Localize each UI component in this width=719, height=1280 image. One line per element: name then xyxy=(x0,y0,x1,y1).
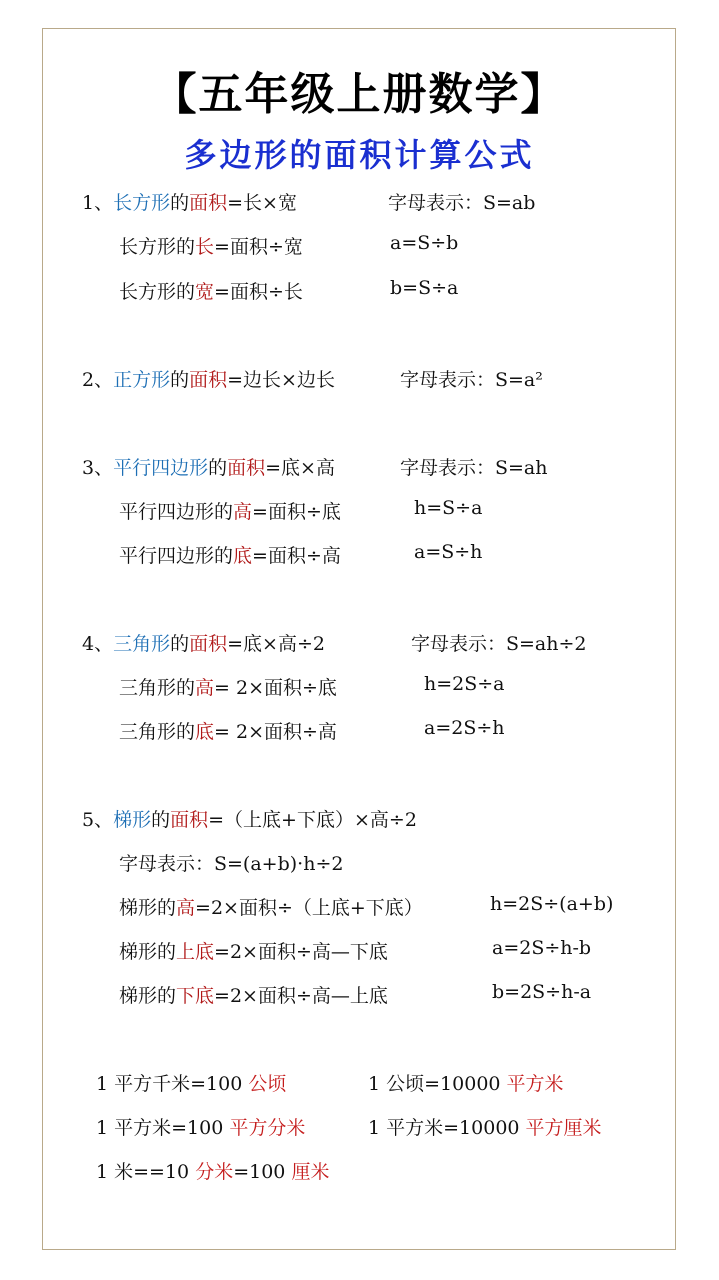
shape-name: 正方形 xyxy=(113,369,171,391)
formula-text: = 2×面积÷底 xyxy=(214,677,337,699)
rect-length-letter: a=S÷b xyxy=(390,232,459,254)
trap-upper-base-letter: a=2S÷h-b xyxy=(492,937,592,959)
unit-conversion-1 xyxy=(96,1069,286,1096)
formula-text: =面积÷高 xyxy=(252,545,341,567)
unit-conversion-2 xyxy=(368,1069,564,1096)
section-number: 4、 xyxy=(82,633,114,655)
formula-prefix: 三角形的 xyxy=(119,721,196,743)
page-title: 【五年级上册数学】 xyxy=(152,69,567,120)
formula-text: =面积÷底 xyxy=(252,501,341,523)
formula-prefix: 梯形的 xyxy=(119,985,177,1007)
keyword: 高 xyxy=(195,677,215,699)
trap-lower-base-letter: b=2S÷h-a xyxy=(492,981,592,1003)
trap-lower-base-formula xyxy=(119,981,388,1008)
conversion-text: 1 平方米=10000 xyxy=(368,1117,526,1139)
unit-name: 厘米 xyxy=(291,1161,330,1183)
keyword: 底 xyxy=(195,721,215,743)
rect-length-formula xyxy=(119,232,303,259)
formula-prefix: 长方形的 xyxy=(119,281,196,303)
formula-text: =底×高÷2 xyxy=(227,633,325,655)
formula-prefix: 梯形的 xyxy=(119,941,177,963)
area-keyword: 面积 xyxy=(227,457,266,479)
para-area-formula xyxy=(82,453,335,480)
unit-name: 公顷 xyxy=(248,1073,287,1095)
formula-prefix: 平行四边形的 xyxy=(119,545,234,567)
para-base-formula xyxy=(119,541,341,568)
connector-text: 的 xyxy=(170,369,190,391)
shape-name: 三角形 xyxy=(113,633,171,655)
keyword: 高 xyxy=(233,501,253,523)
rect-area-formula xyxy=(82,188,297,215)
shape-name: 长方形 xyxy=(113,192,171,214)
tri-height-letter: h=2S÷a xyxy=(424,673,505,695)
connector-text: 的 xyxy=(151,809,171,831)
section-number: 3、 xyxy=(82,457,114,479)
keyword: 高 xyxy=(176,897,196,919)
unit-name: 平方米 xyxy=(506,1073,564,1095)
trap-letter-formula: 字母表示：S=(a+b)·h÷2 xyxy=(119,853,344,875)
shape-name: 平行四边形 xyxy=(113,457,209,479)
formula-text: =2×面积÷（上底+下底） xyxy=(195,897,423,919)
connector-text: 的 xyxy=(170,192,190,214)
tri-area-formula xyxy=(82,629,325,656)
para-height-formula xyxy=(119,497,341,524)
square-area-formula xyxy=(82,365,335,392)
para-height-letter: h=S÷a xyxy=(414,497,483,519)
formula-prefix: 三角形的 xyxy=(119,677,196,699)
unit-name: 平方分米 xyxy=(229,1117,306,1139)
unit-conversion-4 xyxy=(368,1113,602,1140)
shape-name: 梯形 xyxy=(113,809,152,831)
formula-text: =长×宽 xyxy=(227,192,297,214)
trap-height-formula xyxy=(119,893,423,920)
formula-text: =面积÷长 xyxy=(214,281,303,303)
tri-base-formula xyxy=(119,717,337,744)
formula-text: =底×高 xyxy=(265,457,335,479)
formula-text: = 2×面积÷高 xyxy=(214,721,337,743)
unit-conversion-3 xyxy=(96,1113,305,1140)
trap-upper-base-formula xyxy=(119,937,388,964)
tri-letter-formula: 字母表示：S=ah÷2 xyxy=(411,633,587,655)
area-keyword: 面积 xyxy=(189,192,228,214)
formula-text: =面积÷宽 xyxy=(214,236,303,258)
tri-height-formula xyxy=(119,673,337,700)
rect-width-letter: b=S÷a xyxy=(390,277,459,299)
keyword: 宽 xyxy=(195,281,215,303)
keyword: 下底 xyxy=(176,985,215,1007)
conversion-text: 1 米==10 xyxy=(96,1161,196,1183)
area-keyword: 面积 xyxy=(170,809,209,831)
formula-text: =边长×边长 xyxy=(227,369,335,391)
area-keyword: 面积 xyxy=(189,369,228,391)
connector-text: 的 xyxy=(208,457,228,479)
conversion-text: 1 平方千米=100 xyxy=(96,1073,249,1095)
rect-letter-formula: 字母表示：S=ab xyxy=(388,192,536,214)
unit-conversion-5 xyxy=(96,1157,329,1184)
keyword: 上底 xyxy=(176,941,215,963)
conversion-text: 1 平方米=100 xyxy=(96,1117,230,1139)
section-number: 5、 xyxy=(82,809,114,831)
unit-name: 平方厘米 xyxy=(525,1117,602,1139)
unit-name: 分米 xyxy=(195,1161,234,1183)
section-number: 2、 xyxy=(82,369,114,391)
para-base-letter: a=S÷h xyxy=(414,541,483,563)
formula-prefix: 平行四边形的 xyxy=(119,501,234,523)
trap-area-formula xyxy=(82,805,417,832)
formula-prefix: 梯形的 xyxy=(119,897,177,919)
rect-width-formula xyxy=(119,277,303,304)
formula-text: =2×面积÷高—下底 xyxy=(214,941,388,963)
area-keyword: 面积 xyxy=(189,633,228,655)
conversion-text: =100 xyxy=(233,1161,292,1183)
page-subtitle: 多边形的面积计算公式 xyxy=(184,136,535,174)
formula-text: =2×面积÷高—上底 xyxy=(214,985,388,1007)
keyword: 长 xyxy=(195,236,215,258)
square-letter-formula: 字母表示：S=a² xyxy=(400,369,543,391)
conversion-text: 1 公顷=10000 xyxy=(368,1073,507,1095)
formula-text: =（上底+下底）×高÷2 xyxy=(208,809,417,831)
connector-text: 的 xyxy=(170,633,190,655)
formula-prefix: 长方形的 xyxy=(119,236,196,258)
keyword: 底 xyxy=(233,545,253,567)
tri-base-letter: a=2S÷h xyxy=(424,717,505,739)
para-letter-formula: 字母表示：S=ah xyxy=(400,457,548,479)
trap-height-letter: h=2S÷(a+b) xyxy=(490,893,614,915)
section-number: 1、 xyxy=(82,192,114,214)
